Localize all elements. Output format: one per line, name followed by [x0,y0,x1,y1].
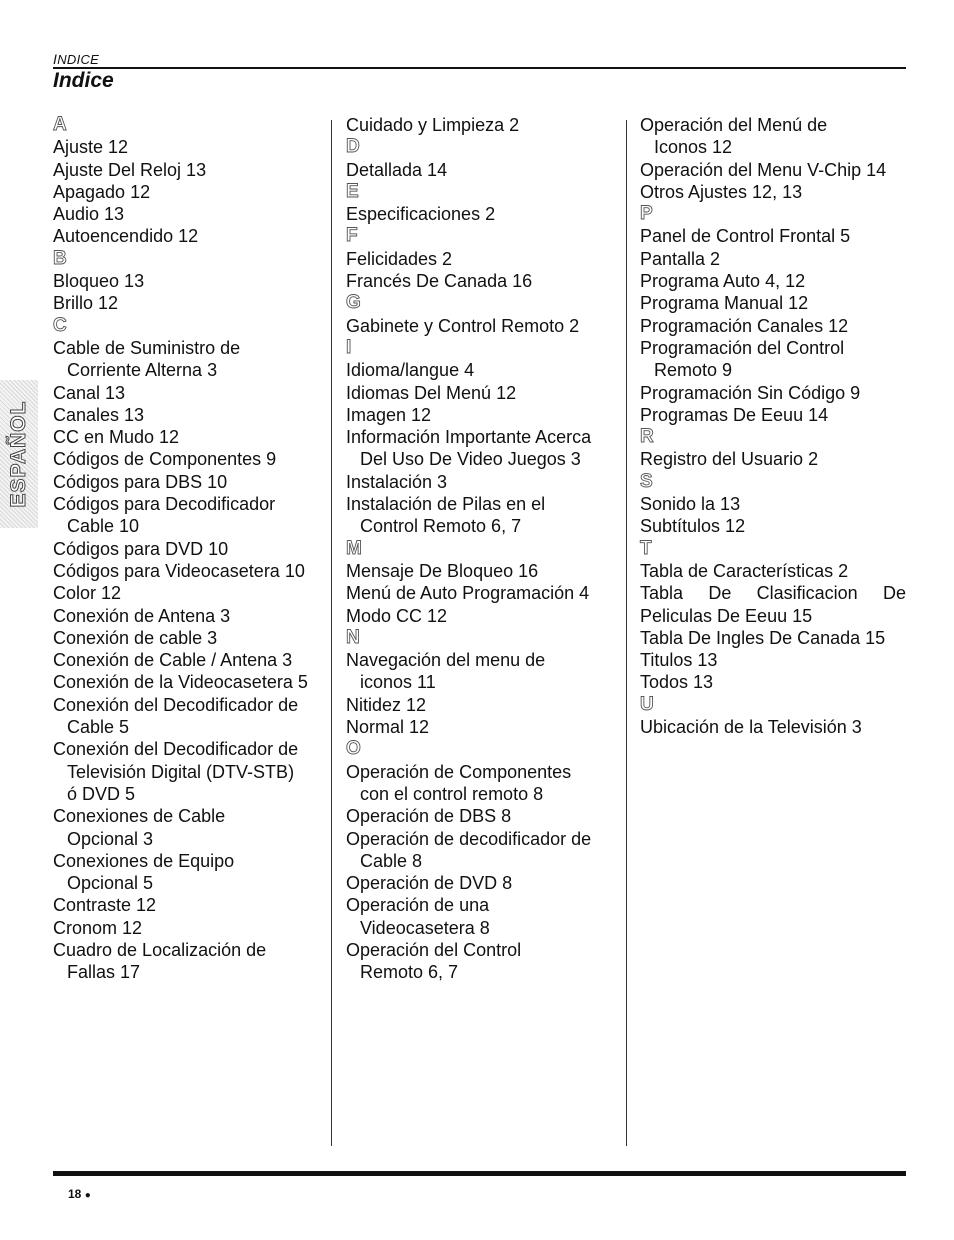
index-entry: Información Importante Acerca [346,427,592,448]
side-tab-label: ESPAÑOL [7,400,30,508]
index-entry-word: Tabla [640,583,684,604]
index-entry-continuation: Videocasetera 8 [360,917,490,938]
index-entry: Apagado 12 [53,181,151,202]
index-entry: Códigos de Componentes 9 [53,449,277,470]
index-entry: Conexión de Antena 3 [53,605,231,626]
column-divider-1 [331,120,332,1146]
index-column-2 [346,114,618,984]
index-entry: Menú de Auto Programación 4 [346,583,590,604]
index-entry: Programa Auto 4, 12 [640,271,806,292]
index-entry: Canal 13 [53,382,126,403]
index-entry: Brillo 12 [53,293,119,314]
index-entry: Operación de una [346,895,490,916]
index-entry: Nitidez 12 [346,694,427,715]
index-entry: Conexión de cable 3 [53,627,218,648]
bullet-icon: ● [84,1190,91,1201]
index-entry: Códigos para Decodificador [53,494,276,515]
index-entry: Mensaje De Bloqueo 16 [346,560,539,581]
index-entry: Idioma/langue 4 [346,360,475,381]
index-entry-continuation: Iconos 12 [654,137,733,158]
index-entry-continuation: Opcional 5 [67,873,154,894]
index-entry: Cuadro de Localización de [53,939,267,960]
index-entry: Conexión de la Videocasetera 5 [53,672,308,693]
index-entry-continuation: Fallas 17 [67,962,141,983]
index-entry-word: De [708,583,732,604]
index-entry-continuation: Corriente Alterna 3 [67,360,218,381]
index-letter-heading: I [346,336,352,358]
index-entry: Registro del Usuario 2 [640,449,819,470]
running-head-rest: NDICE [57,52,100,67]
index-entry-continuation: iconos 11 [360,672,436,693]
index-letter-heading: A [53,114,67,135]
index-letter-heading: F [346,225,358,247]
index-entry-continuation: Cable 8 [360,850,423,871]
index-letter-heading: R [640,426,654,448]
index-entry: Navegación del menu de [346,650,546,671]
index-entry: Programa Manual 12 [640,293,809,314]
index-entry: Sonido la 13 [640,494,741,515]
index-entry-continuation: con el control remoto 8 [360,783,544,804]
index-entry-continuation: ó DVD 5 [67,783,136,804]
index-entry: Códigos para DVD 10 [53,538,229,559]
index-entry-continuation: Cable 10 [67,516,140,537]
page-number-value: 18 [68,1187,82,1201]
index-entry: Modo CC 12 [346,605,448,626]
index-entry: Bloqueo 13 [53,271,145,292]
index-letter-heading: G [346,292,361,314]
index-entry: Códigos para Videocasetera 10 [53,560,305,581]
index-entry: Conexiones de Cable [53,806,226,827]
index-entry: Audio 13 [53,204,125,225]
index-entry: Todos 13 [640,672,714,693]
index-entry: Ubicación de la Televisión 3 [640,717,862,738]
index-entry-continuation: Remoto 6, 7 [360,962,459,983]
running-head [53,51,99,67]
header-rule [53,67,906,69]
index-entry: Códigos para DBS 10 [53,471,228,492]
index-letter-heading: D [346,136,360,158]
index-entry: Peliculas De Eeuu 15 [640,605,813,626]
index-column-1 [53,114,325,984]
index-entry: Panel de Control Frontal 5 [640,226,851,247]
index-entry-continuation: Opcional 3 [67,828,154,849]
index-entry: Operación de Componentes [346,761,572,782]
index-entry-word: Clasificacion [756,583,858,604]
index-entry: Instalación 3 [346,471,448,492]
index-entry: Operación de DVD 8 [346,873,513,894]
column-divider-2 [626,120,627,1146]
index-entry-continuation: Remoto 9 [654,360,733,381]
index-entry: Ajuste Del Reloj 13 [53,159,207,180]
running-head-initial: I [53,51,58,67]
index-entry: Operación de decodificador de [346,828,592,849]
index-letter-heading: P [640,203,653,225]
index-letter-heading: M [346,537,362,559]
index-entry: Detallada 14 [346,159,448,180]
index-letter-heading: N [346,626,360,648]
language-side-tab [0,380,38,528]
index-entry: Instalación de Pilas en el [346,494,546,515]
index-entry: Operación del Menú de [640,115,828,135]
index-letter-heading: E [346,180,359,202]
page-title: Indice [53,69,114,92]
index-entry: Otros Ajustes 12, 13 [640,181,803,202]
index-entry-continuation: Control Remoto 6, 7 [360,516,522,537]
index-entry: Idiomas Del Menú 12 [346,382,517,403]
index-letter-heading: C [53,314,67,336]
index-entry: Titulos 13 [640,650,718,671]
index-letter-heading: S [640,470,653,492]
index-entry: Imagen 12 [346,404,432,425]
index-entry: Tabla De Ingles De Canada 15 [640,627,886,648]
index-entry: Conexiones de Equipo [53,850,235,871]
index-letter-heading: B [53,247,67,269]
index-entry: Contraste 12 [53,895,157,916]
index-entry: Conexión de Cable / Antena 3 [53,650,293,671]
index-entry: Felicidades 2 [346,248,453,269]
index-entry: Programación Canales 12 [640,315,849,336]
index-entry: Color 12 [53,583,122,604]
index-entry: Cable de Suministro de [53,337,241,358]
index-entry: Programas De Eeuu 14 [640,404,829,425]
index-entry: Operación del Menu V-Chip 14 [640,159,887,180]
index-letter-heading: U [640,693,654,715]
index-column-3 [640,114,906,738]
index-entry: Conexión del Decodificador de [53,739,299,760]
index-entry: Cronom 12 [53,917,143,938]
index-entry-word: De [882,583,906,604]
index-entry: Ajuste 12 [53,137,129,158]
index-entry-continuation: Cable 5 [67,717,130,738]
index-entry: CC en Mudo 12 [53,427,180,448]
index-entry [640,582,906,604]
index-entry: Programación Sin Código 9 [640,382,861,403]
index-entry: Autoencendido 12 [53,226,199,247]
index-entry: Conexión del Decodificador de [53,694,299,715]
index-entry: Operación del Control [346,939,522,960]
index-letter-heading: T [640,537,652,559]
index-entry: Especificaciones 2 [346,204,496,225]
index-entry: Normal 12 [346,717,430,738]
footer-rule [53,1171,906,1176]
page-number [68,1187,91,1201]
index-entry-continuation: Televisión Digital (DTV-STB) [67,761,295,782]
index-entry-continuation: Del Uso De Video Juegos 3 [360,449,581,470]
index-entry: Operación de DBS 8 [346,806,512,827]
index-entry: Programación del Control [640,337,845,358]
index-entry: Gabinete y Control Remoto 2 [346,315,580,336]
index-letter-heading: O [346,738,361,760]
index-entry: Pantalla 2 [640,248,721,269]
index-entry: Subtítulos 12 [640,516,746,537]
index-entry: Canales 13 [53,404,145,425]
index-entry: Francés De Canada 16 [346,271,533,292]
index-entry: Cuidado y Limpieza 2 [346,115,520,135]
index-entry: Tabla de Características 2 [640,560,849,581]
